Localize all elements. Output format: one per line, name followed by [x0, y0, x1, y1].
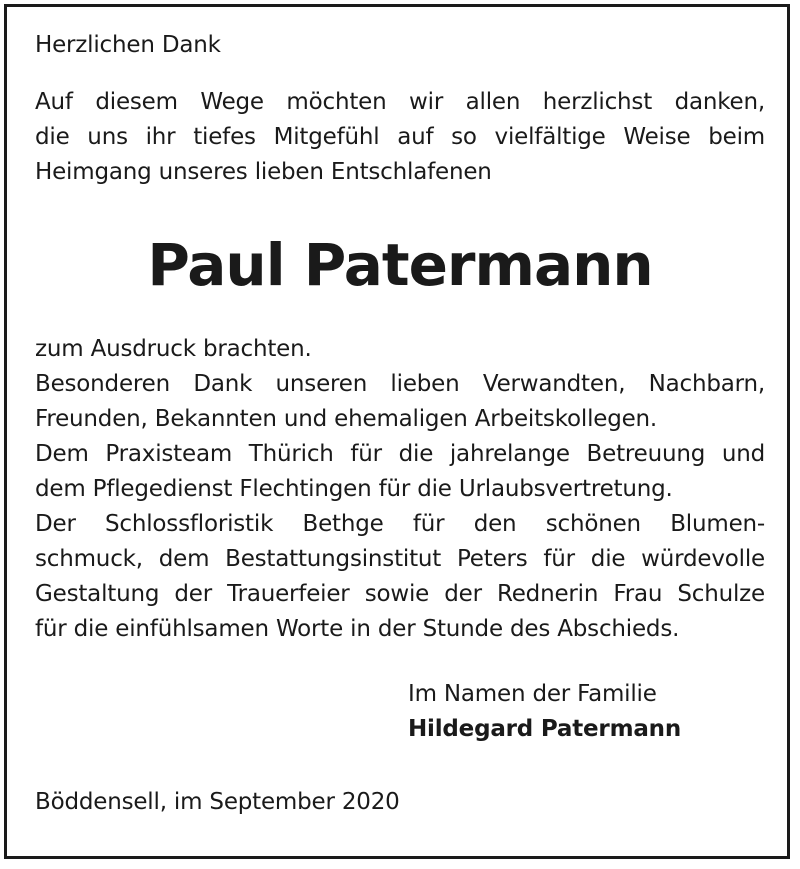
body-line: Freunden, Bekannten und ehemaligen Arbeitskollegen.: [35, 406, 658, 432]
intro-line: Auf diesem Wege möchten wir allen herzlichst danken,: [35, 89, 765, 115]
place-date: Böddensell, im September 2020: [35, 789, 400, 815]
body-line: zum Ausdruck brachten.: [35, 336, 312, 362]
body-line: dem Pflegedienst Flechtingen für die Urlaubsvertretung.: [35, 476, 673, 502]
intro-line: Heimgang unseres lieben Entschlafenen: [35, 159, 492, 185]
body-line: für die einfühlsamen Worte in der Stunde des Abschieds.: [35, 616, 680, 642]
signature-block: [35, 677, 765, 747]
intro-paragraph: [35, 85, 765, 190]
intro-line: die uns ihr tiefes Mitgefühl auf so vielfältige Weise beim: [35, 124, 765, 150]
notice-heading: Herzlichen Dank: [35, 32, 221, 58]
obituary-thanks-notice: [35, 28, 765, 820]
thanks-paragraph: [35, 332, 765, 647]
body-line: schmuck, dem Bestattungsinstitut Peters für die würdevolle: [35, 546, 765, 572]
body-line: Besonderen Dank unseren lieben Verwandten, Nachbarn,: [35, 371, 765, 397]
deceased-name: Paul Patermann: [147, 231, 653, 299]
signature-prefix: Im Namen der Familie: [408, 681, 657, 707]
body-line: Der Schlossfloristik Bethge für den schönen Blumen-: [35, 511, 765, 537]
body-line: Gestaltung der Trauerfeier sowie der Rednerin Frau Schulze: [35, 581, 765, 607]
signature-name: Hildegard Patermann: [408, 716, 682, 742]
body-line: Dem Praxisteam Thürich für die jahrelange Betreuung und: [35, 441, 765, 467]
